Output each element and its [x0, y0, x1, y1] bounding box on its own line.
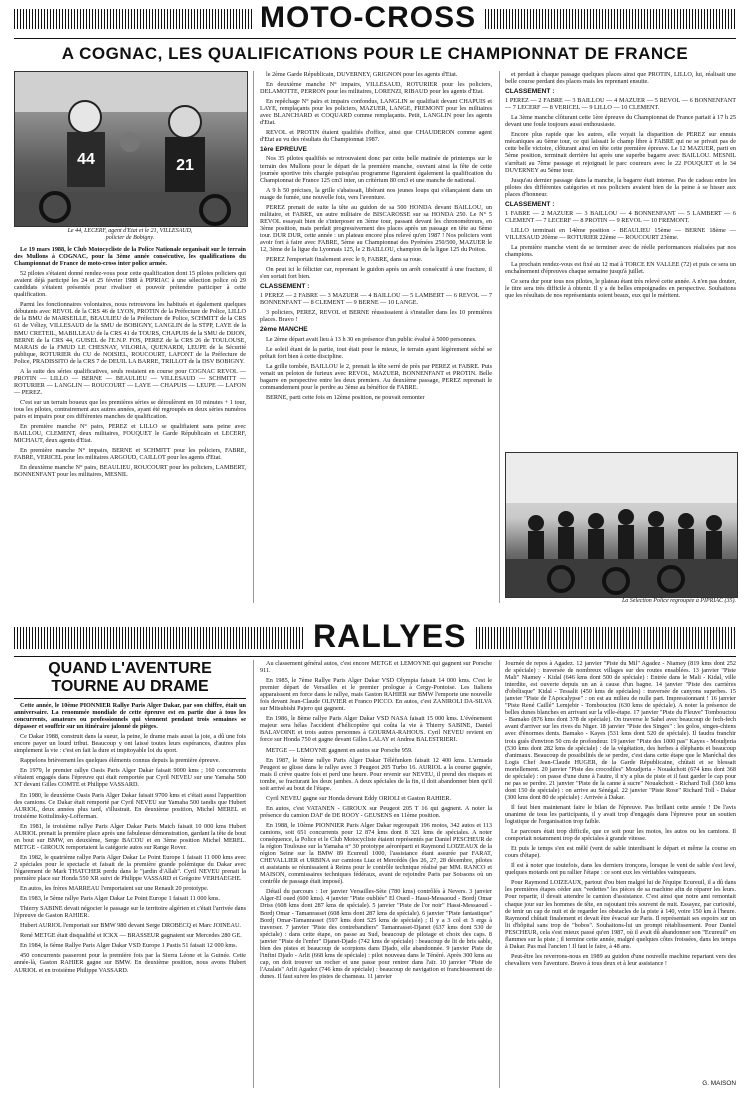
paragraph: Ce Dakar 1988, construit dans la sueur, la peine, le drame mais aussi la joie, a dû une fois encore payer un lourd tribut. Beaucoup y ont laissé toutes leurs espérances, d'autres plus simplement la vie : c'est en fait la dure et impitoyable loi du sport.	[14, 733, 246, 755]
section-heading: 2ème MANCHE	[260, 326, 308, 334]
rallyes-headline-line2: TOURNE AU DRAME	[51, 678, 209, 695]
paragraph: Pour Raymond LOIZEAUX, partout d'ou bien malgré lui de l'équipe Ecureuil, il a dû dans les premières étapes céder aux "vedettes" les pièces de sa machine afin de réparer les leurs. Pour repartir, il devait attendre le camion d'assistance. C'est ainsi que notre ami remontait chaque jour sur les hommes de tête, en rajoutant très souvent de nuit. Essayez, par curiosité, de tenir un cap de nuit et de regarder les obstacles de la piste à 140, voire 150 km à l'heure. Raymond chûtait finalement et devait être évacué sur Paris. Il représentait ses espoirs sur un lit d'hôpital sans trop de "bobos". Souhaitons-lui un prompt rétablissement. Pour Daniel PESCHEUR, cela s'est mieux passé qu'en 1987, où il avait dû abandonner son "Ecureuil" en flammes sur la piste ; il termine cette année, malgré quelques côtes froissées, dans les temps à Dakar. Pas mal l'ancien ! Il faut le faire, à 48 ans.	[505, 879, 736, 950]
paragraph: 52 pilotes s'étaient donné rendez-vous pour cette qualification dont 15 pilotes policiers qui avaient déjà participé les 24 et 25 février 1988 à PIPRIAC à une sélection police où 29 candidats s'étaient présentés pour rivaliser et pouvoir prétendre participer à cette qualification.	[14, 270, 246, 299]
rallyes-header-line	[14, 656, 736, 657]
paragraph: BERNE, parti cette fois en 12ème position, ne pouvait remonter	[266, 393, 425, 401]
moto-header-line	[14, 38, 736, 39]
rallyes-section-title: RALLYES	[305, 618, 474, 654]
moto-headline: A COGNAC, LES QUALIFICATIONS POUR LE CHAMPIONNAT DE FRANCE	[61, 44, 689, 63]
paragraph: Il est à noter que toutefois, dans les derniers tronçons, lorsque le vent de sable s'est levé, quelques motards ont pu rallier l'étape : ce sont eux les véritables vainqueurs.	[505, 862, 736, 877]
paragraph: En 1986, le 8ème rallye Paris Alger Dakar VSD NASA faisait 15 000 kms. L'événement majeur sera hélas l'accident d'hélicoptère qui coûta la vie à Thierry SABINE, Daniel BALAVOINE et trois autres personnes à GOURMA-RAHOUS. Cyril NEVEU revient en force sur Honda 750 et gagne devant Gilles LALAY et Andrea BALESTRIERI.	[260, 715, 492, 744]
svg-text:44: 44	[77, 151, 95, 168]
paragraph: En deuxième manche N° impairs, VILLESAUD, ROTURIER pour les policiers, DELAMOTTE, PERRON pour les militaires, LORENZI, RIBAUD pour les agents d'Etat.	[260, 81, 492, 96]
moto-riders-illustration	[15, 72, 247, 226]
paragraph: Le 19 mars 1988, le Club Motocycliste de la Police Nationale organisait sur le terrain des Mullons à COGNAC, pour la 3ème année consécutive, les qualifications du Championnat de France de moto-cross inter police armée.	[14, 246, 246, 268]
paragraph: Au classement général autos, c'est encore METGE et LEMOYNE qui gagnent sur Porsche 911.	[260, 660, 492, 675]
rallyes-column-2	[260, 660, 492, 1088]
paragraph: La première manche vient de se terminer avec de réelle performances réalisées par nos champions.	[505, 243, 736, 259]
paragraph: Le soleil étant de la partie, tout était pour le mieux, le terrain ayant légèrement séché se prêtait fort bien à cette discipline.	[260, 345, 492, 360]
paragraph: Encore plus rapide que les autres, elle voyait la disparition de PEREZ sur ennuis mécaniques au 6ème tour, ce qui laissait le champ libre à FABRE qui ne se privait pas de cette belle victoire, clôturant ainsi en tête cette première épreuve. Le 12 MAZUER, parti en 5ème position, terminait derrière lui après une superbe bagarre avec BAILLOU. MESNIL s'arrêtait au 7ème passage et rejoignait le parc coureurs avec le 22 FOUQUET et le 34 DUVERNEY au 5ème tour.	[505, 131, 736, 174]
paragraph: Journée de repos à Agadez. 12 janvier "Piste du Mil" Agadez - Niamey (819 kms dont 252 de spéciale) : traversée de nombreux villages sur des routes ensablées. 13 janvier "Piste Mali" Niamey - Kidal (646 kms dont 500 de spéciale) : Entrée dans le Mali - Kidal, ville interdite, est ouverte depuis un an à cause d'un bagne. 14 janvier "Piste des carrières d'obélisque" Kidal - Tessalit (450 kms de spéciales) : traversée de canyons superbes. 15 janvier "Piste de l'Apocalypse" : on est au milieu de nulle part. Impressionnant ! 16 janvier "Piste René Caillé" Lemjebir - Tombouctou (630 kms de spéciale). A noter la présence de belles dunes blanches en arrivant sur la ville-étape. 17 janvier "Piste du Fleuve" Tombouctou - Bamako (876 kms dont 378 de spéciale). On traverse le Sahel avec beaucoup de fech-fech avant d'arriver sur les rives du Niger. 18 janvier "Piste des Singes" : les golos, singes-chiens avec d'énormes dents. Bamako - Kayes (531 kms dont 520 de spéciale). Il faudra franchir trois gués d'environ 50 cm de profondeur. 19 janvier "Piste des 1000 pas" Kayes - Moudjeria (530 kms dont 282 kms de spéciale) : de la végétation, des herbes à éléphants et beaucoup d'animaux. Beaucoup de possibilités de se perdre, c'est dans cette étape que le Maréchal des Logis Chef Jean-Claude HUGER, de la Garde Républicaine, chûtait et se blessait mortellement. 20 janvier "Piste des crocodiles" Moudjeria - Nouakchott (674 kms dont 368 de spéciale) : on passe d'une dune à l'autre, il n'y a plus de piste et il faut garder le cap pour ne pas se perdre. 21 janvier "Piste de la canne à sucre" Nouakchott - Richard Toll (360 kms dont 150 de spéciale) : on arrive au Sénégal. 22 janvier "Piste Rose" Richard Toll - Dakar (300 kms dont 80 de spéciale) : Arrivée à Dakar.	[505, 660, 736, 801]
paragraph: La grille tombée, BAILLOU le 2, prenait la tête serré de près par PEREZ et FABRE. Puis venait un peloton de furieux avec REVOL, MAZUER, BONNENFANT et PROTIN. Belle bagarre en perspective entre les deux premiers. Au deuxième passage, PEREZ reprenait le commandement pour le perdre au 3ème au bénéfice de FABRE.	[260, 362, 492, 391]
paragraph: Thierry SABINE devait négocier le passage sur le territoire algérien et c'était l'arrivée dans l'épreuve de Gaston RAHIER.	[14, 905, 246, 920]
paragraph: En première manche N° pairs, PEREZ et LILLO se qualifiaient sans peine avec BAILLOU, CLEMENT, deux militaires, FOUQUET le Garde Républicain et LECERF, MICHAUT, deux agents d'Etat.	[14, 423, 246, 445]
moto-riders-photo	[14, 71, 248, 227]
paragraph: 3 policiers, PEREZ, REVOL et BERNE réussissaient à s'installer dans les 10 premières places. Bravo !	[260, 309, 492, 324]
paragraph: En 1984, le 6ème Rallye Paris Alger Dakar VSD Europe 1 Pastis 51 faisait 12 000 kms.	[20, 942, 238, 950]
paragraph: Rappelons brièvement les quelques éléments connus depuis la première épreuve.	[20, 757, 220, 765]
paragraph: En 1983, le 5ème rallye Paris Alger Dakar Le Point Europe 1 faisait 11 000 kms.	[20, 895, 220, 903]
paragraph: En 1979, le premier rallye Oasis Paris Alger Dakar faisait 9000 kms ; 160 concurrents s'étaient engagés dans l'épreuve qui était remportée par Cyril NEVEU sur une Yamaha 500 XT devant Gilles COMTE et Philippe VASSARD.	[14, 767, 246, 789]
rallyes-headline-line1: QUAND L'AVENTURE	[48, 660, 212, 677]
section-heading: 1ère EPREUVE	[260, 146, 307, 154]
paragraph: En 1985, le 7ème Rallye Paris Alger Dakar VSD Olympia faisait 14 000 kms. C'est le premier départ de Versailles et le premier prologue à Cergy-Pontoise. Les Italiens apparaissent en force dans le rallye, mais Gaston RAHIER sur BMW l'emporte une nouvelle fois devant Jean-Claude OLIVIER et Franco PICCO. En autos, c'est ZANIROLI DA-SILVA sur Mitsubishi Pajero qui gagnent.	[260, 677, 492, 713]
paragraph: LILLO terminait en 14ème position - BEAULIEU 15ème — BERNE 18ème — VILLESAUD 20ème — ROTURIER 22ème — ROUCOURT 23ème.	[505, 226, 736, 241]
paragraph: et perdait à chaque passage quelques places ainsi que PROTIN, LILLO, lui, réalisait une belle course perdant des places mais les reprenant ensuite.	[505, 71, 736, 86]
police-selection-caption: La Sélection Police regroupée à PIPRIAC (35).	[621, 598, 736, 604]
classement-label: CLASSEMENT :	[260, 283, 310, 291]
moto-column-1	[14, 246, 246, 604]
paragraph: A la suite des séries qualificatives, seuls restaient en course pour COGNAC REVOL — PROTIN — LILLO — BERNE — BEAULIEU — VILLESAUD — SCHMITT — ROTURIER — LANGLIN — ROUCOURT — LAYE — CHAPUIS — LEUPE — LAFON — PEREZ.	[14, 367, 246, 396]
column-divider	[253, 71, 254, 603]
paragraph: Ce sera dur pour tous nos pilotes, le plateau étant très relevé cette année. A n'en pas douter, le titre sera très difficile à obtenir. Il y a de belles empoignades en perspective. Souhaitons que les résultats de nos représentants soient beaux, eux qui le méritent.	[505, 278, 736, 300]
paragraph: En 1982, le quatrième rallye Paris Alger Dakar Le Point Europe 1 faisait 11 000 kms avec 2 spéciales pour le spectacle et faisait de la première grande polémique du Dakar avec l'égarement de Mark THATCHER perdu dans le "jardin d'Allah". Cyril NEVEU prenait la première place sur Honda 550 XR suivi de Philippe VASSARD et Grégoire VERHAEGHE.	[14, 853, 246, 883]
paragraph: Détail du parcours : 1er janvier Versailles-Sète (780 kms) contrôlés à Nevers. 3 janvier Alger-El oued (600 kms). 4 janvier "Piste oubliée" El Oued - Hassi-Messaoud - Bordj Omar Driss (608 kms dont 287 kms de spéciale). 5 janvier "Piste de l'or noir" Hassi-Messaoud - Bordj Omar - Tamanrasset (608 kms dont 287 kms de spéciale). 6 janvier "Piste fantastique" Bordj Omar-Tamanrasset (597 kms dont 525 kms de spéciale) ; Il y a 3 col et 3 ergs à traverser. 7 janvier "Piste des contrebandiers" Tamanrasset-Djanet (637 kms dont 530 de spéciale) : dans cette étape, on passe au Sud, beaucoup de pilotage et choix des caps. 8 janvier "Piste de l'enfer" Djanet-Djado (742 kms de spéciale) : beaucoup de lit de bris sable, bien des pistes et beaucoup de scorpions dans Djado, elle abandonnée. 9 janvier Piste de l'infini Djado - Arlit (668 kms de spéciale) : pilot nouveau dans le Ténéré. Après 300 kms au cap, on doit trouver un rocher et une passe pour rentrer dans l'aïr. 10 janvier "Piste de l'Azalais" Arlit Agadez (746 kms de spéciale) : beaucoup de navigation et franchissement de dunes. Il faut suivre les pistes de chameau. 11 janvier	[260, 888, 492, 980]
paragraph: Le parcours était trop difficile, que ce soit pour les motos, les autos ou les camions. Il comportait notamment trop de spéciales à grande vitesse.	[505, 828, 736, 843]
paragraph: 1 PEREZ — 2 FABRE — 3 MAZUER — 4 BAILLOU — 5 LAMBERT — 6 REVOL — 7 BONNENFANT — 8 CLEMENT — 9 BERNE — 10 LANGE.	[260, 292, 492, 307]
paragraph: PEREZ l'emportait finalement avec le 9, FABRE, dans sa roue.	[266, 256, 423, 264]
paragraph: En 1980, le deuxième Oasis Paris Alger Dakar faisait 9700 kms et c'était aussi l'apparition des camions. Ce Dakar était remporté par Cyril NEVEU sur Yamaha 500 tandis que Hubert AURIOL, deux années plus tard, s'illustrait. En deuxième position, Michel MEREL et troisième Kottulinsky-Lofferman.	[14, 791, 246, 820]
paragraph: En autos, c'est VATANEN - GIROUX sur Peugeot 205 T 16 qui gagnent. A noter la présence du camion DAF de DE ROOY - GEUSENS en 11ème position.	[260, 804, 492, 819]
moto-section-title: MOTO-CROSS	[252, 2, 484, 34]
paragraph: METGE — LEMOYNE gagnent en autos sur Porsche 959.	[266, 746, 413, 754]
paragraph: En 1987, le 9ème rallye Paris Alger Dakar Téléfunken faisait 12 400 kms. L'armada Peugeot se glisse dans le rallye avec 3 Peugeot 205 Turbo 16. AURIOL a la course gagnée, mais il crève quatre fois et perd une heure. Pour revenir sur NEVEU, il prend des risques et tombe, se fracturant les deux jambes. A deux spéciales de la fin, il doit abandonner bien qu'il soit arrivé au bout de l'étape.	[260, 756, 492, 792]
paragraph: REVOL et PROTIN étaient qualifiés d'office, ainsi que CHAUDERON comme agent d'Etat au vu des résultats du Championnat 1987.	[260, 129, 492, 144]
paragraph: 1 FABRE — 2 MAZUER — 3 BAILLOU — 4 BONNENFANT — 5 LAMBERT — 6 CLEMENT — 7 LECERF — 8 PROTIN — 9 REVOL — 10 FREMONT.	[505, 209, 736, 224]
paragraph: C'est sur un terrain boueux que les premières séries se déroulèrent en 10 minutes + 1 tour, tous les pilotes, contrairement aux autres années, ayant été regroupés en deux séries numéros pairs et impairs pour ces différentes manches de qualification.	[14, 398, 246, 421]
paragraph: En première manche N° impairs, BERNE et SCHMITT pour les policiers, FABRE, FABRE, VERICEL pour les militaires ARGOUD, CAILLOT pour les agents d'Etat.	[14, 447, 246, 462]
paragraph: A 9 h 50 précises, la grille s'abaissait, libérant nos jeunes loups qui s'élançaient dans un nuage de fumée, une nouvelle fois, vers l'aventure.	[260, 186, 492, 201]
paragraph: En 1988, le 10ème PIONNIER Paris Alger Dakar regroupait 196 motos, 342 autos et 113 camions, soit 651 concurrents pour 12 874 kms dont 8 321 kms de spéciales. A noter conséquence, la Police et le Club Motocycliste étaient représentés par Daniel PESCHEUR de la région Toulouse sur la Yamaha n° 30 prototype aéroréparti et Raymond LOIZEAUX de la région Seine sur la BMW 89 Ecureuil 1000, l'assistance étant assurée par FARAT, CHEVALLIER et URBINA sur camions Liaz et Mercédès (les 26, 27, 28 décembre, pilotes et assistants se réunissaient à Reims pour le contrôle technique réalisé par MM. RANCO et MAISON, commissaires techniques fédéraux, avant de rejoindre Paris par Soissons où un contrôle de passage était imposé).	[260, 821, 492, 886]
classement-label: CLASSEMENT :	[505, 200, 555, 208]
classement-label: CLASSEMENT :	[505, 88, 555, 96]
paragraph: En repêchage N° pairs et impairs confondus, LANGLIN se qualifiait devant CHAPUIS et LAYE, remplaçants pour les policiers, MAZUER, LANGE, FREMONT pour les militaires avec BLANCHARD et COQUARD comme remplaçants. Petit, LANGLIN pour les agents d'Etat.	[260, 98, 492, 127]
moto-photo-caption-line2: policier de Bobigny.	[105, 235, 155, 241]
svg-text:21: 21	[176, 157, 194, 174]
paragraph: Peut-être les reverrons-nous en 1989 au guidon d'une nouvelle machine repartant vers des chevaliers vers l'aventure. Bravo à tous deux et à leur assistance !	[505, 952, 736, 967]
police-selection-photo	[505, 452, 738, 598]
paragraph: En autos, les frères MARREAU l'emportaient sur une Renault 20 prototype.	[20, 885, 209, 893]
paragraph: 1 PEREZ — 2 FABRE — 3 BAILLOU — 4 MAZUER — 5 REVOL — 6 BONNENFANT — 7 LECERF — 8 VERICEL — 9 LILLO — 10 CLEMENT.	[505, 97, 736, 112]
paragraph: La prochain rendez-vous est fixé au 12 mai à TORCE EN VALLEE (72) et puis ce sera un enchaînement d'épreuves chaque semaine jusqu'à juillet.	[505, 261, 736, 276]
paragraph: 450 concurrents passeront pour la première fois par la Sierra Léone et la Guinée. Cette année-là, Gaston RAHIER gagne sur BMW. En deuxième position, nous avons Hubert AURIOL et en troisième Philippe VASSARD.	[14, 952, 246, 974]
paragraph: Et puis le temps s'en est mêlé (vent de sable interdisant le départ et même la course en cours d'étape).	[505, 845, 736, 860]
column-divider	[499, 660, 500, 1088]
police-selection-illustration	[506, 453, 737, 597]
paragraph: Hubert AURIOL l'emportait sur BMW 980 devant Serge DROBECQ et Marc JOINEAU.	[20, 922, 241, 930]
rallyes-headline	[14, 660, 246, 699]
paragraph: En 1981, le troisième rallye Paris Alger Dakar Paris Match faisait 10 000 kms Hubert AURIOL prenait la première place après une fabuleuse démonstration, gardant la tête de bout en bout sur BMW, en deuxième, Serge BACOU et en 3ème position Michel MEREL. METGE - GIROUX remportaient la catégorie autos sur Range Rover.	[14, 822, 246, 851]
moto-column-3	[505, 71, 736, 449]
paragraph: René METGE était disqualifié et ICKX — BRASSEUR gagnaient sur Mercedes 280 GE.	[20, 932, 242, 940]
moto-photo-caption-line1: Le 44, LECERF, agent d'Etat et le 21, VILLESAUD,	[67, 228, 193, 234]
column-divider	[253, 660, 254, 1088]
paragraph: En deuxième manche N° pairs, BEAULIEU, ROUCOURT pour les policiers, LAMBERT, BONNENFANT pour les militaires, MESNIL	[14, 464, 246, 479]
paragraph: La 3ème manche clôturant cette 1ère épreuve du Championnat de France partait à 17 h 25 devant une foule toujours aussi enthousiaste.	[505, 114, 736, 129]
paragraph: Parmi les fonctionnaires volontaires, nous retrouvons les habitués et également quelques débutants avec REVOL de la CRS 46 de LYON, PROTIN de la Préfecture de Police, LILLO de la BMU de MARSEILLE, BEAULIEU de la Préfecture de Police, SCHMITT de la CRS 61 de Vélizy, VILLESAUD de la SMU de BOBIGNY, LANGLIN de la STPP, LAYE de la BMU CRETEIL, MABILLEAU de la CRS 41 de TOURS, CHAPUIS de la SMU de DIJON, BERNE de la CRS 44, GUISEL de l'E.N.P. FOS, PEREZ de la CRS 26 de TOULOUSE, MARAIS de la FMUD LE CHESNAY, VILORIA, QUENARDI, LEUPE de la Sécurité publique, ROTURIER du CU de NOISIEL, ROUCOURT, LAFONT de la Préfecture de Police, PRADISSITO de la CRS 7 de DEUIL LA BARRE, TRILLOT de la DSV BOBIGNY.	[14, 301, 246, 365]
paragraph: Le 2ème départ avait lieu à 13 h 30 en présence d'un public évalué à 5000 personnes.	[266, 335, 477, 343]
paragraph: Cyril NEVEU gagne sur Honda devant Eddy ORIOLI et Gaston RAHIER.	[266, 794, 452, 802]
paragraph: Il faut bien maintenant faire le bilan de l'épreuve. Pas brillant cette année ! De l'avis unanime de tous les participants, il y avait trop d'engagés dans l'épreuve pour un soutien logistique de l'organisation trop faible.	[505, 803, 736, 826]
article-signature: G. MAISON	[702, 1080, 736, 1087]
rallyes-column-1	[14, 702, 246, 1088]
paragraph: Jusqu'au dernier passage dans la manche, la bagarre était intense. Pas de cadeau entre les pilotes des différentes catégories et nos policiers avaient bien de la peine à se hisser aux places d'honneur.	[505, 176, 736, 198]
paragraph: le 2ème Garde Républicain, DUVERNEY, GRIGNON pour les agents d'Etat.	[266, 71, 458, 78]
moto-column-2	[260, 71, 492, 604]
column-divider	[499, 71, 500, 603]
paragraph: Cette année, le 10ème PIONNIER Rallye Paris Alger Dakar, par son chiffre, était un anniversaire. La renommée mondiale de cette épreuve est en partie due à tous les concurrents, amateurs ou professionnels qui viennent pendant trois semaines se dépasser et souffrir sur un itinéraire jalonné de pièges.	[14, 702, 246, 731]
paragraph: On peut ici le féliciter car, reprenant le guidon après un arrêt consécutif à une fracture, il s'en sortait fort bien.	[260, 266, 492, 281]
moto-photo-caption	[14, 228, 246, 242]
paragraph: PEREZ prenait de suite la tête au guidon de sa 500 HONDA devant BAILLOU, un militaire, et FABRE, un autre militaire de BISCAROSSE sur sa HONDA 250. Le N° 5 REVOL essayait bien de s'interposer en 3ème tour, passant devant les chronométreurs, en 3ème position, mais perdait progressivement des places après un passage en tête au 6ème tour. DUR DUR, cette année : un plateau encore plus relevé qu'en 1987 ! Nos policiers vont avoir fort à faire avec FABRE, 5ème au Championnat des Pyrénées 250/500, MAZUER le 12, 3ème de la ligue du Lyonnais 125, le 2 BAILLOU, champion de la ligue 125 du Poitou.	[260, 203, 492, 254]
rallyes-column-3	[505, 660, 736, 1078]
paragraph: Nos 35 pilotes qualifiés se retrouvaient donc par cette belle matinée de printemps sur le terrain des Mullons pour le départ de la première manche, ouvrant ainsi la fête de cette journée sportive très chargée puisqu'au programme figuraient également la qualification du Championnat de France 125 cm3 inter, un critérium 80 cm3 et une manche de national.	[260, 155, 492, 184]
